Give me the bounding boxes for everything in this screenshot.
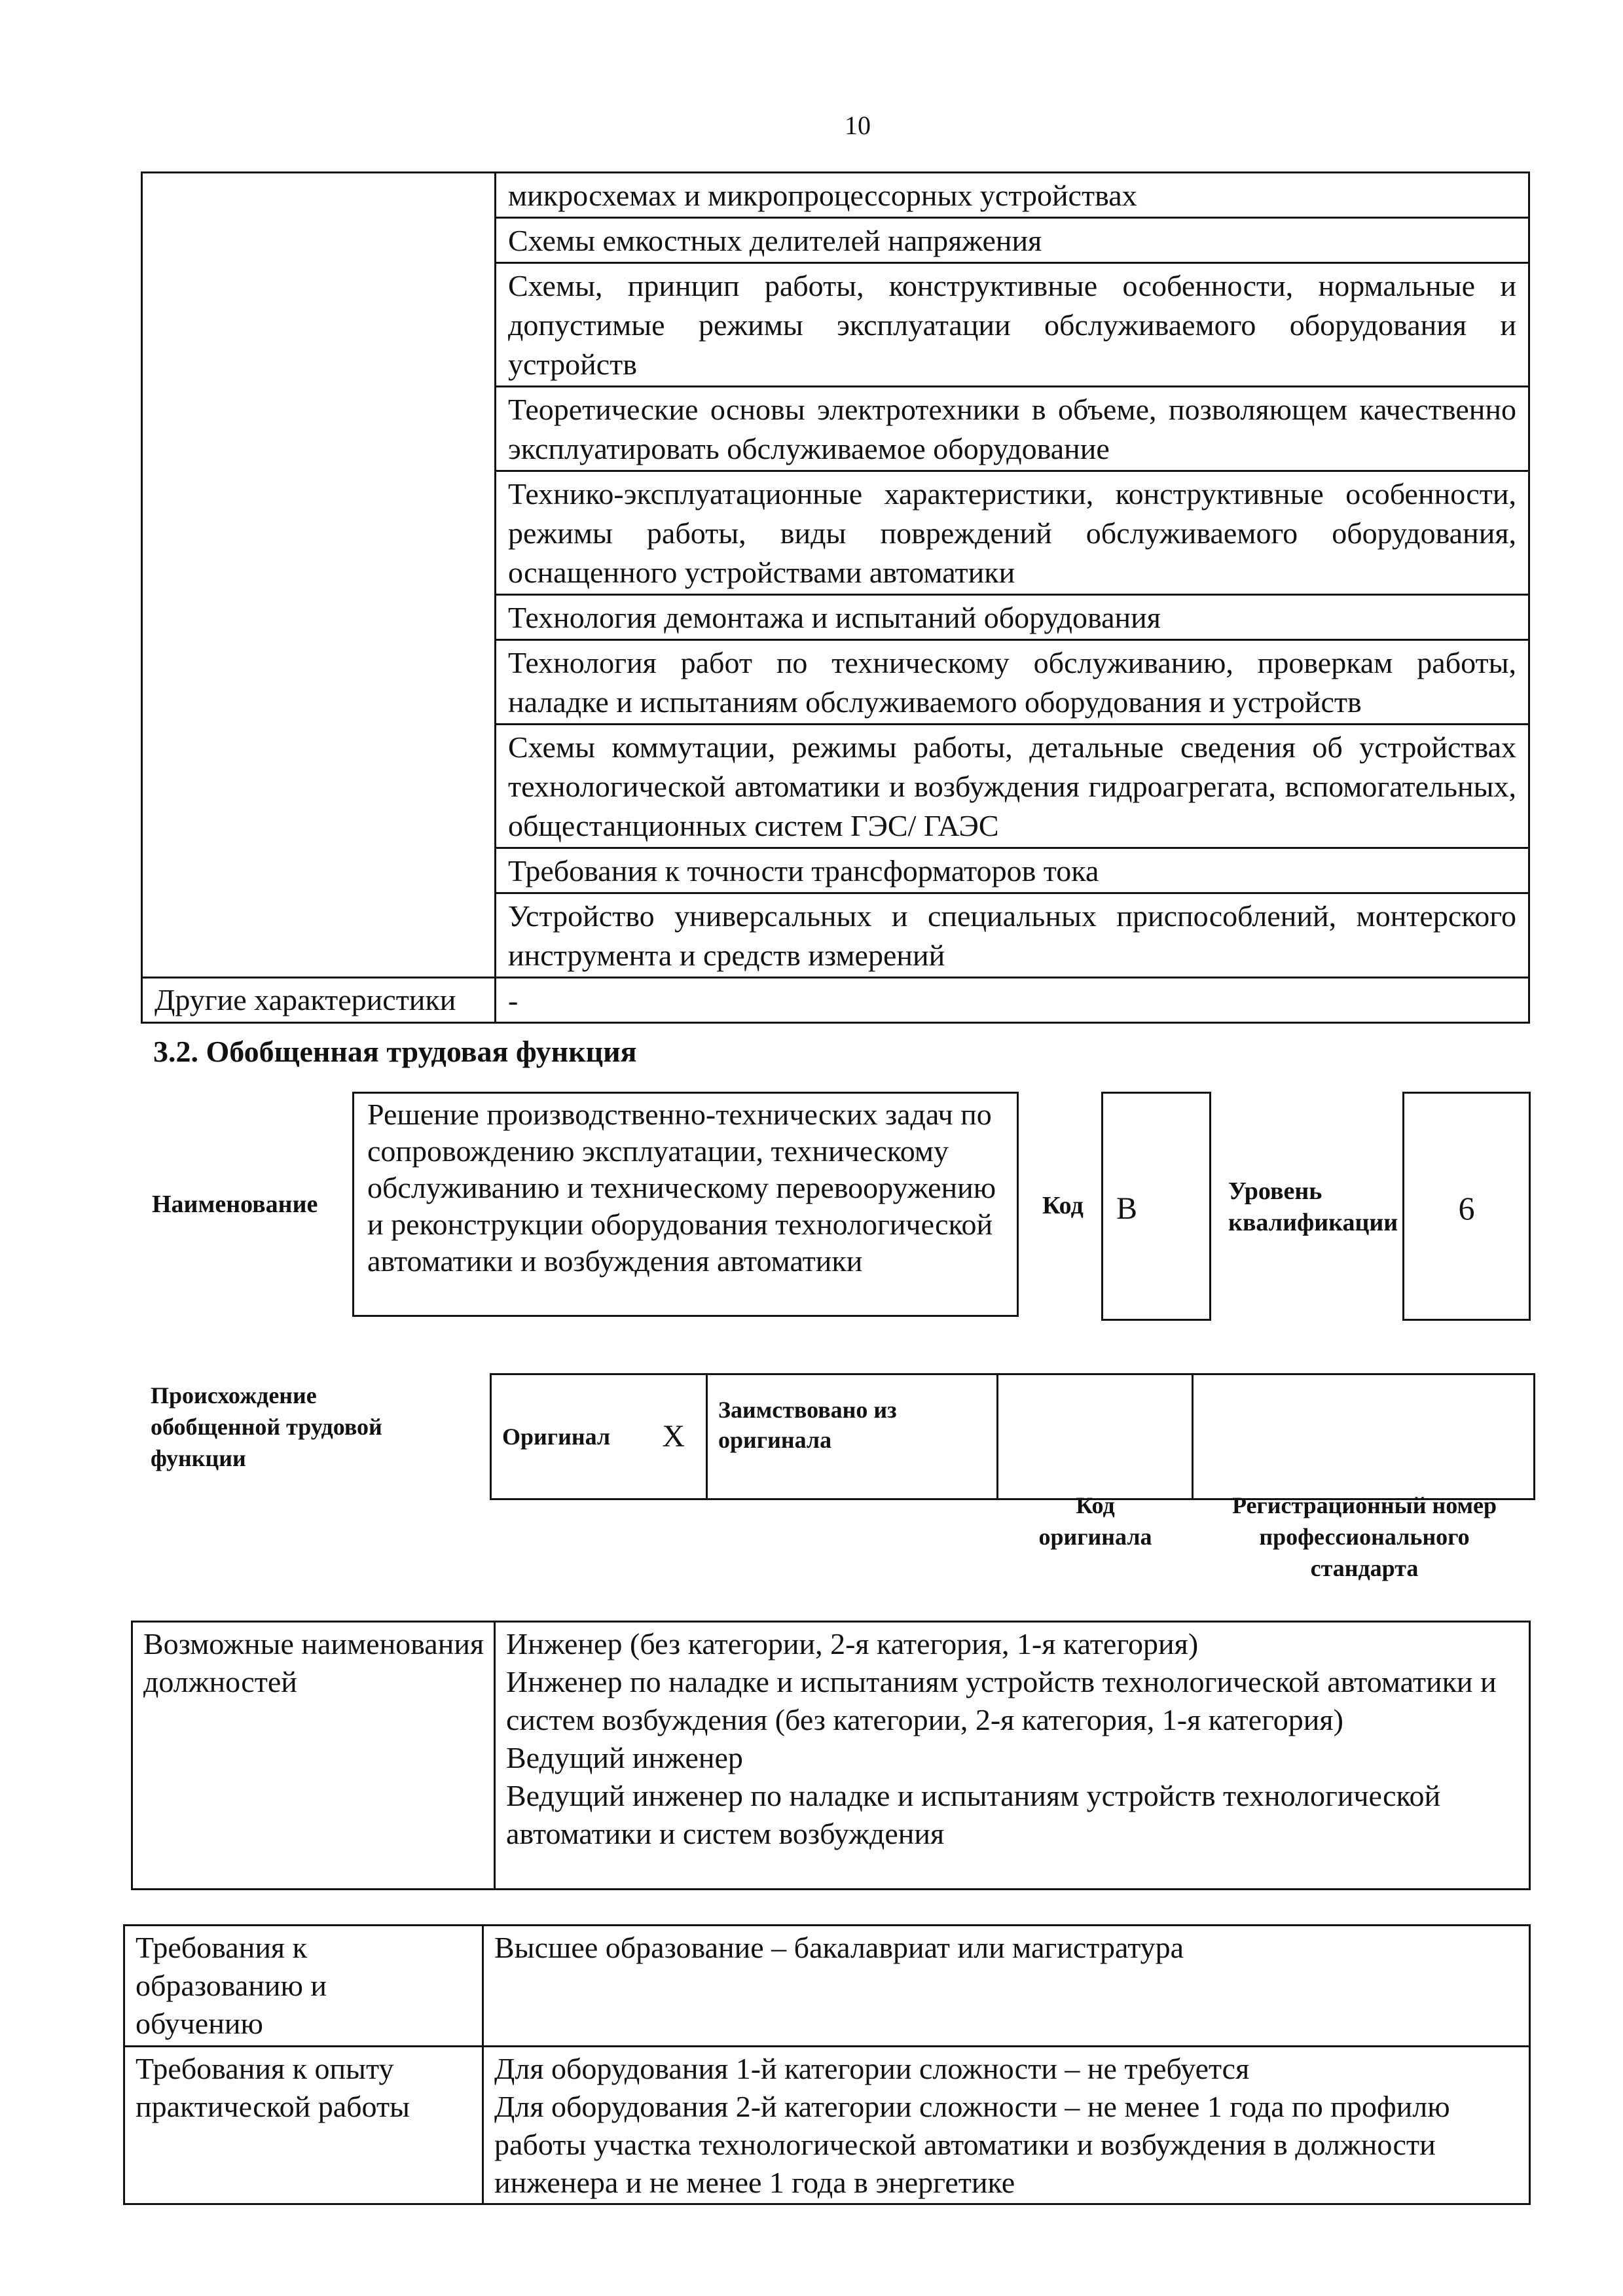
table-row (132, 1622, 1530, 1890)
function-name-box: Решение производственно-технических задач по сопровождению эксплуатации, техническому обслуживанию и техническому перевооружению и реконструкции оборудования технологической автоматики и возбуждения автоматики (352, 1092, 1019, 1317)
position-item: Ведущий инженер (506, 1741, 743, 1774)
registration-caption (1201, 1490, 1528, 1584)
position-item: Инженер (без категории, 2-я категория, 1-я категория) (506, 1627, 1199, 1660)
knowledge-item: Технико-эксплуатационные характеристики, конструктивные особенности, режимы работы, виды повреждений обслуживаемого оборудования, оснащенного устройствами автоматики (496, 471, 1529, 595)
other-characteristics-value: - (496, 978, 1529, 1023)
original-mark: X (642, 1374, 707, 1499)
borrowed-label: Заимствовано из оригинала (707, 1374, 998, 1499)
experience-label: Требования к опыту практической работы (124, 2047, 483, 2204)
level-label-line: квалификации (1228, 1209, 1398, 1236)
level-value-box: 6 (1402, 1092, 1531, 1321)
origin-table (490, 1373, 1535, 1500)
other-characteristics-label: Другие характеристики (142, 978, 496, 1023)
registration-number-cell (1193, 1374, 1535, 1499)
table-row (142, 173, 1529, 218)
registration-caption-line: профессионального (1259, 1524, 1470, 1550)
positions-label: Возможные наименования должностей (132, 1622, 495, 1890)
knowledge-table (141, 171, 1530, 1024)
positions-list (495, 1622, 1530, 1890)
code-caption (998, 1490, 1193, 1552)
table-row (491, 1374, 1535, 1499)
page-number: 10 (845, 111, 871, 140)
table-row (124, 2047, 1530, 2204)
knowledge-item: Схемы емкостных делителей напряжения (496, 218, 1529, 263)
level-label-line: Уровень (1228, 1177, 1322, 1205)
experience-list (483, 2047, 1530, 2204)
code-caption-line: оригинала (1038, 1524, 1152, 1550)
registration-caption-line: стандарта (1310, 1555, 1419, 1581)
table-row (124, 1926, 1530, 2047)
original-code-cell (998, 1374, 1193, 1499)
education-label: Требования к образованию и обучению (124, 1926, 483, 2047)
code-caption-line: Код (1076, 1492, 1115, 1518)
education-value: Высшее образование – бакалавриат или магистратура (483, 1926, 1530, 2047)
position-item: Инженер по наладке и испытаниям устройств технологической автоматики и систем возбуждения (без категории, 2-я категория, 1-я категория) (506, 1665, 1497, 1736)
registration-caption-line: Регистрационный номер (1231, 1492, 1497, 1518)
knowledge-item: Теоретические основы электротехники в объеме, позволяющем качественно эксплуатировать обслуживаемое оборудование (496, 387, 1529, 471)
knowledge-item: Устройство универсальных и специальных приспособлений, монтерского инструмента и средств измерений (496, 893, 1529, 978)
code-value-box: В (1101, 1092, 1211, 1321)
origin-label (151, 1380, 382, 1474)
origin-label-line: обобщенной трудовой (151, 1414, 382, 1440)
requirements-table (123, 1924, 1531, 2205)
origin-label-line: функции (151, 1445, 246, 1471)
experience-item: Для оборудования 1-й категории сложности – не требуется (494, 2052, 1250, 2085)
knowledge-item: Схемы коммутации, режимы работы, детальные сведения об устройствах технологической автоматики и возбуждения гидроагрегата, вспомогательных, общестанционных систем ГЭС/ ГАЭС (496, 725, 1529, 848)
table-row (142, 978, 1529, 1023)
knowledge-item: Схемы, принцип работы, конструктивные особенности, нормальные и допустимые режимы эксплуатации обслуживаемого оборудования и устройств (496, 263, 1529, 387)
original-label: Оригинал (491, 1374, 642, 1499)
level-label (1228, 1175, 1398, 1238)
section-title: 3.2. Обобщенная трудовая функция (153, 1035, 637, 1068)
position-item: Ведущий инженер по наладке и испытаниям устройств технологической автоматики и систем возбуждения (506, 1779, 1441, 1850)
code-label: Код (1042, 1192, 1084, 1219)
knowledge-label-cell (142, 173, 496, 978)
knowledge-item: Технология демонтажа и испытаний оборудования (496, 595, 1529, 640)
positions-table (131, 1621, 1531, 1890)
knowledge-item: Требования к точности трансформаторов тока (496, 848, 1529, 893)
experience-item: Для оборудования 2-й категории сложности – не менее 1 года по профилю работы участка технологической автоматики и возбуждения в должности инженера и не менее 1 года в энергетике (494, 2090, 1450, 2199)
name-label: Наименование (152, 1191, 318, 1218)
origin-label-line: Происхождение (151, 1382, 317, 1408)
knowledge-item: микросхемах и микропроцессорных устройствах (496, 173, 1529, 218)
knowledge-item: Технология работ по техническому обслуживанию, проверкам работы, наладке и испытаниям обслуживаемого оборудования и устройств (496, 640, 1529, 725)
